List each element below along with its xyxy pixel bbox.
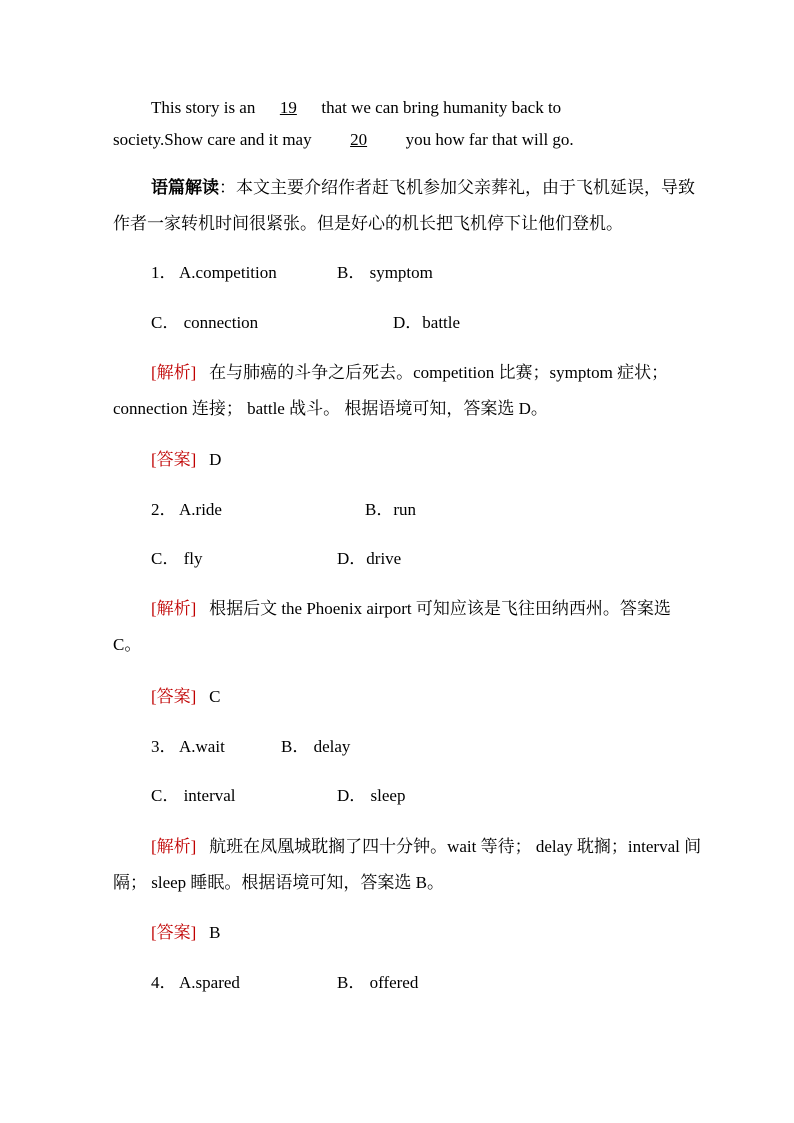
question-3-option-d: D． sleep (337, 786, 406, 805)
question-2-option-a: A.ride (179, 500, 222, 519)
summary-label: 语篇解读 (151, 178, 219, 197)
question-4-option-a: A.spared (179, 973, 240, 992)
question-2-analysis (113, 591, 703, 663)
analysis-text: 在与肺癌的斗争之后死去。competition 比赛；symptom 症状；connection 连接； battle 战斗。 根据语境可知，答案选 D。 (113, 363, 669, 418)
question-1-option-c: C． connection (151, 313, 259, 332)
answer-tag: [答案] (151, 687, 197, 706)
analysis-text: 根据后文 the Phoenix airport 可知应该是飞往田纳西州。答案选 C。 (113, 599, 671, 654)
story-text: society.Show care and it may (113, 130, 312, 149)
story-text: you how far that will go. (405, 130, 574, 149)
question-3-option-a: A.wait (179, 737, 225, 756)
question-3-answer (151, 923, 220, 943)
story-text: that we can bring humanity back to (321, 98, 562, 117)
question-4-option-b: B． offered (337, 973, 419, 992)
blank-19: 19 (279, 98, 297, 117)
question-2-option-c: C． fly (151, 549, 203, 568)
answer-value: D (209, 450, 222, 469)
story-text: This story is an (151, 98, 256, 117)
question-2-option-d: D．drive (337, 549, 402, 568)
question-1-analysis (113, 355, 703, 427)
question-3-num: 3． (151, 737, 177, 756)
analysis-tag: [解析] (151, 363, 197, 382)
question-1-option-b: B． symptom (337, 263, 433, 282)
analysis-text: 航班在凤凰城耽搁了四十分钟。wait 等待； delay 耽搁；interval 间隔； sleep 睡眠。根据语境可知，答案选 B。 (113, 837, 702, 892)
question-1-num: 1． (151, 263, 177, 282)
question-3-option-c: C． interval (151, 786, 236, 805)
story-line-2 (113, 130, 574, 150)
blank-20: 20 (350, 130, 368, 149)
question-1-answer (151, 450, 221, 470)
question-2-num: 2． (151, 500, 177, 519)
analysis-tag: [解析] (151, 599, 197, 618)
question-3-analysis (113, 829, 703, 901)
question-3-option-b: B． delay (281, 737, 351, 756)
question-2-answer (151, 687, 220, 707)
question-1-option-a: A.competition (179, 263, 277, 282)
answer-value: C (209, 687, 221, 706)
summary-colon: ： (219, 178, 236, 197)
summary-text: 本文主要介绍作者赶飞机参加父亲葬礼，由于飞机延误，导致作者一家转机时间很紧张。但是好心的机长把飞机停下让他们登机。 (113, 178, 695, 233)
summary-paragraph (113, 170, 703, 242)
answer-tag: [答案] (151, 923, 197, 942)
analysis-tag: [解析] (151, 837, 197, 856)
question-4-num: 4． (151, 973, 177, 992)
question-1-option-d: D．battle (393, 313, 461, 332)
story-line-1 (151, 98, 561, 118)
answer-tag: [答案] (151, 450, 197, 469)
answer-value: B (209, 923, 221, 942)
question-2-option-b: B．run (365, 500, 416, 519)
